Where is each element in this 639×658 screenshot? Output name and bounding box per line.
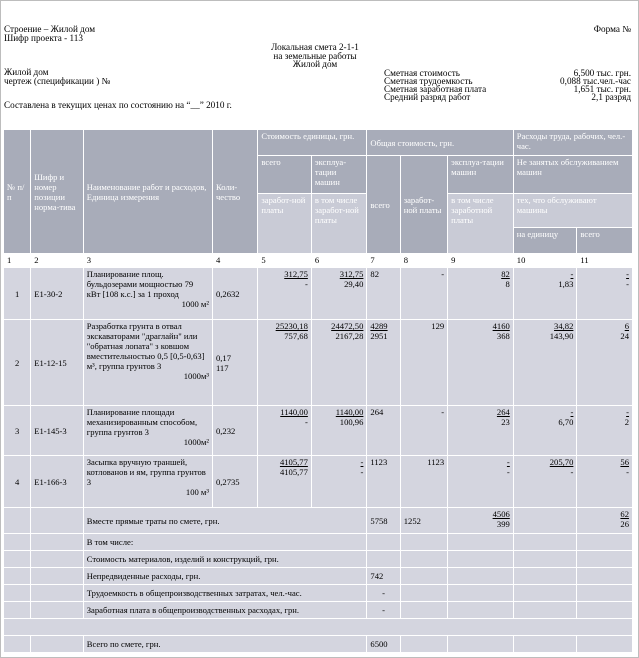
col-10-11-machine: тех, что обслуживают машины bbox=[513, 194, 632, 228]
row-unit: 1000м³ bbox=[183, 371, 209, 381]
row-qty: 0,17 bbox=[215, 352, 231, 363]
row-unit-cost-wages: - bbox=[305, 279, 308, 289]
row-no: 1 bbox=[4, 268, 31, 320]
row-no: 4 bbox=[4, 456, 31, 508]
row-unit-cost-wages: - bbox=[305, 417, 308, 427]
row-wages: 129 bbox=[400, 320, 447, 406]
totals-wage-overhead-value: - bbox=[367, 602, 400, 619]
row-labor-all-machine: - bbox=[626, 467, 629, 477]
totals-labor-overhead-label: Трудоемкость в общепроизводственных затратах, чел.-час. bbox=[83, 585, 367, 602]
row-labor-all-cell bbox=[577, 456, 633, 508]
totals-row bbox=[4, 602, 633, 619]
compiled-prices: Составлена в текущих ценах по состоянию на “__” 2010 г. bbox=[4, 100, 232, 110]
row-operation: 24472,50 bbox=[331, 321, 364, 331]
row-labor-all: 6 bbox=[624, 321, 629, 331]
form-number: Форма № bbox=[593, 24, 631, 34]
col-code-header: Шифр и номер позиции норма-тива bbox=[31, 130, 83, 254]
col-number: 5 bbox=[258, 254, 312, 268]
totals-row bbox=[4, 551, 633, 568]
row-wages: 1123 bbox=[400, 456, 447, 508]
row-unit-cost-cell bbox=[258, 268, 312, 320]
row-labor-all-machine: 24 bbox=[620, 331, 629, 341]
row-no: 2 bbox=[4, 320, 31, 406]
totals-row bbox=[4, 636, 633, 653]
row-total-operation-wages: 368 bbox=[496, 331, 510, 341]
row-labor-unit: - bbox=[570, 407, 574, 417]
row-operation-wages: 29,40 bbox=[344, 279, 364, 289]
row-operation-cell bbox=[311, 456, 367, 508]
row-unit-cost-wages: 4105,77 bbox=[279, 467, 308, 477]
col-name-header: Наименование работ и расходов, Единица измерения bbox=[83, 130, 212, 254]
table-row bbox=[4, 320, 633, 406]
row-unit-cost-total: 1140,00 bbox=[280, 407, 308, 417]
row-operation-wages: 2167,28 bbox=[335, 331, 364, 341]
summary-wage-value: 1,651 тыс. грн. bbox=[573, 84, 631, 94]
totals-direct-labor: 62 bbox=[620, 509, 629, 519]
col-7-total: всего bbox=[367, 156, 400, 254]
row-total: 4289 bbox=[370, 321, 388, 331]
col-number: 11 bbox=[577, 254, 633, 268]
row-labor-all-machine: - bbox=[626, 279, 629, 289]
row-total-operation: 4160 bbox=[492, 321, 510, 331]
row-total-operation-wages: - bbox=[506, 467, 510, 477]
totals-direct-total: 5758 bbox=[367, 508, 400, 534]
header-row-1 bbox=[4, 130, 633, 156]
row-operation-cell bbox=[311, 320, 367, 406]
col-number: 6 bbox=[311, 254, 367, 268]
col-5-wages: заработ-ной платы bbox=[258, 194, 312, 254]
row-labor-unit-machine: 6,70 bbox=[558, 417, 574, 427]
row-labor-all: 56 bbox=[620, 457, 629, 467]
summary-labor-label: Сметная трудоемкость bbox=[384, 76, 473, 86]
row-name-cell bbox=[83, 320, 212, 406]
row-qty: 0,2735 bbox=[212, 456, 257, 508]
row-total: 1123 bbox=[367, 456, 400, 508]
row-labor-all-cell bbox=[577, 406, 633, 456]
estimate-object: Жилой дом bbox=[292, 59, 338, 69]
col-8-wages: заработ-ной платы bbox=[400, 156, 447, 254]
row-total: 264 bbox=[367, 406, 400, 456]
totals-row bbox=[4, 568, 633, 585]
row-labor-unit-cell bbox=[513, 406, 577, 456]
col-number: 9 bbox=[448, 254, 514, 268]
column-number-row bbox=[4, 254, 633, 268]
row-qty: 0,232 bbox=[212, 406, 257, 456]
drawing-spec: чертеж (спецификации ) № bbox=[4, 76, 111, 86]
table-row bbox=[4, 456, 633, 508]
row-labor-all: - bbox=[626, 269, 629, 279]
row-operation-wages: 100,96 bbox=[339, 417, 364, 427]
row-unit-cost-cell bbox=[258, 320, 312, 406]
col-number: 1 bbox=[4, 254, 31, 268]
col-number: 2 bbox=[31, 254, 83, 268]
row-operation-cell bbox=[311, 268, 367, 320]
col-9-operation: эксплуа-тации машин bbox=[448, 156, 514, 194]
col-no-header: № п/п bbox=[4, 130, 31, 254]
row-qty: 0,2632 bbox=[212, 268, 257, 320]
summary-grade-label: Средний разряд работ bbox=[384, 92, 471, 102]
summary-grade-value: 2,1 разряд bbox=[591, 92, 631, 102]
row-total: 82 bbox=[367, 268, 400, 320]
row-name: Планирование площади механизированным способом, группа грунтов 3 bbox=[86, 407, 198, 437]
row-operation-wages: - bbox=[360, 467, 364, 477]
row-name: Засыпка вручную траншей, котлованов и ям, группа грунтов 3 bbox=[86, 457, 206, 487]
col-6-incl-wages: в том числе заработ-ной платы bbox=[311, 194, 367, 254]
row-labor-all-cell bbox=[577, 320, 633, 406]
estimate-subtitle: на земельные работы bbox=[273, 51, 357, 61]
row-labor-unit-cell bbox=[513, 456, 577, 508]
col-unit-cost-header: Стоимость единицы, грн. bbox=[258, 130, 367, 156]
col-number: 4 bbox=[212, 254, 257, 268]
row-unit: 100 м³ bbox=[185, 487, 209, 497]
summary-cost-value: 6,500 тыс. грн. bbox=[573, 68, 631, 78]
row-qty-2: 117 bbox=[215, 362, 229, 373]
row-unit-cost-total: 312,75 bbox=[284, 269, 308, 279]
row-total-operation: 264 bbox=[496, 407, 510, 417]
table-row bbox=[4, 268, 633, 320]
row-name-cell bbox=[83, 456, 212, 508]
row-total-operation-cell bbox=[448, 320, 514, 406]
summary-labor-value: 0,088 тыс.чел.-час bbox=[560, 76, 631, 86]
object-name: Жилой дом bbox=[4, 67, 49, 77]
col-total-cost-header: Общая стоимость, грн. bbox=[367, 130, 513, 156]
totals-row bbox=[4, 508, 633, 534]
col-6-operation: эксплуа-тации машин bbox=[311, 156, 367, 194]
totals-direct-operation-wages: 399 bbox=[496, 519, 510, 529]
row-total-2: 2951 bbox=[370, 331, 388, 341]
totals-grand-label: Всего по смете, грн. bbox=[83, 636, 367, 653]
summary-cost-label: Сметная стоимость bbox=[384, 68, 460, 78]
row-labor-unit: 34,82 bbox=[554, 321, 574, 331]
totals-materials-label: Стоимость материалов, изделий и конструкций, грн. bbox=[83, 551, 367, 568]
row-wages: - bbox=[400, 268, 447, 320]
totals-grand-value: 6500 bbox=[367, 636, 400, 653]
totals-labor-overhead-value: - bbox=[367, 585, 400, 602]
totals-wage-overhead-label: Заработная плата в общепроизводственных расходах, грн. bbox=[83, 602, 367, 619]
row-total-operation-wages: 8 bbox=[505, 279, 510, 289]
row-labor-unit-machine: 143,90 bbox=[549, 331, 574, 341]
totals-direct-labor-machine: 26 bbox=[620, 519, 629, 529]
col-9-incl-wages: в том числе заработной платы bbox=[448, 194, 514, 254]
row-unit-cost-cell bbox=[258, 456, 312, 508]
col-number: 8 bbox=[400, 254, 447, 268]
row-total-cell bbox=[367, 320, 400, 406]
col-10-11-not-machine: Не занятых обслуживанием машин bbox=[513, 156, 632, 194]
row-labor-unit-cell bbox=[513, 268, 577, 320]
totals-direct-operation: 4506 bbox=[492, 509, 510, 519]
row-labor-all: - bbox=[626, 407, 629, 417]
row-code: Е1-145-3 bbox=[31, 406, 83, 456]
col-5-all: всего bbox=[258, 156, 312, 194]
row-no: 3 bbox=[4, 406, 31, 456]
row-labor-unit-machine: - bbox=[570, 467, 574, 477]
row-unit-cost-total: 4105,77 bbox=[279, 457, 308, 467]
estimate-table bbox=[3, 129, 633, 653]
summary-wage-label: Сметная заработная плата bbox=[384, 84, 487, 94]
row-unit: 1000м² bbox=[183, 437, 209, 447]
row-unit-cost-total: 25230,18 bbox=[275, 321, 308, 331]
totals-including-label: В том числе: bbox=[83, 534, 367, 551]
row-total-operation: 82 bbox=[501, 269, 510, 279]
row-labor-unit-cell bbox=[513, 320, 577, 406]
row-labor-all-machine: 2 bbox=[624, 417, 629, 427]
totals-direct-label: Вместе прямые траты по смете, грн. bbox=[83, 508, 367, 534]
row-name-cell bbox=[83, 406, 212, 456]
row-unit: 1000 м² bbox=[181, 299, 209, 309]
row-total-operation-wages: 23 bbox=[501, 417, 510, 427]
totals-row bbox=[4, 534, 633, 551]
row-labor-all-cell bbox=[577, 268, 633, 320]
row-total-operation: - bbox=[506, 457, 510, 467]
row-name-cell bbox=[83, 268, 212, 320]
row-labor-unit: - bbox=[570, 269, 574, 279]
row-total-operation-cell bbox=[448, 268, 514, 320]
row-labor-unit-machine: 1,83 bbox=[558, 279, 574, 289]
totals-direct-labor-cell bbox=[577, 508, 633, 534]
totals-direct-operation-cell bbox=[448, 508, 514, 534]
row-operation: - bbox=[360, 457, 364, 467]
row-name: Разработка грунта в отвал экскаваторами "драглайн" или "обратная лопата" з ковшом вместительностью 0,5 [0,5-0,63] м³, группа грунтов 3 bbox=[86, 321, 205, 371]
totals-direct-wages: 1252 bbox=[400, 508, 447, 534]
row-name: Планирование площ. бульдозерами мощностью 79 кВт [108 к.с.] за 1 проход bbox=[86, 269, 194, 299]
row-wages: - bbox=[400, 406, 447, 456]
project-code: Шифр проекта - 113 bbox=[4, 33, 83, 43]
row-code: Е1-12-15 bbox=[31, 320, 83, 406]
row-labor-unit: 205,70 bbox=[549, 457, 574, 467]
totals-row bbox=[4, 585, 633, 602]
estimate-title: Локальная смета 2-1-1 bbox=[271, 42, 359, 52]
row-total-operation-cell bbox=[448, 456, 514, 508]
col-qty-header: Коли-чество bbox=[212, 130, 257, 254]
row-unit-cost-wages: 757,68 bbox=[284, 331, 308, 341]
table-row bbox=[4, 406, 633, 456]
totals-row-empty bbox=[4, 619, 633, 636]
col-labor-header: Расходы труда, рабочих, чел.-час. bbox=[513, 130, 632, 156]
row-qty-cell bbox=[212, 320, 257, 406]
building-label: Строение – Жилой дом bbox=[4, 24, 96, 34]
col-10-per-unit: на единицу bbox=[513, 228, 577, 254]
col-number: 3 bbox=[83, 254, 212, 268]
col-number: 7 bbox=[367, 254, 400, 268]
row-total-operation-cell bbox=[448, 406, 514, 456]
row-operation: 312,75 bbox=[339, 269, 364, 279]
row-code: Е1-30-2 bbox=[31, 268, 83, 320]
col-11-all: всего bbox=[577, 228, 633, 254]
totals-contingency-label: Непредвиденные расходы, грн. bbox=[83, 568, 367, 585]
col-number: 10 bbox=[513, 254, 577, 268]
row-operation: 1140,00 bbox=[335, 407, 364, 417]
row-operation-cell bbox=[311, 406, 367, 456]
row-code: Е1-166-3 bbox=[31, 456, 83, 508]
row-unit-cost-cell bbox=[258, 406, 312, 456]
totals-contingency-value: 742 bbox=[367, 568, 400, 585]
